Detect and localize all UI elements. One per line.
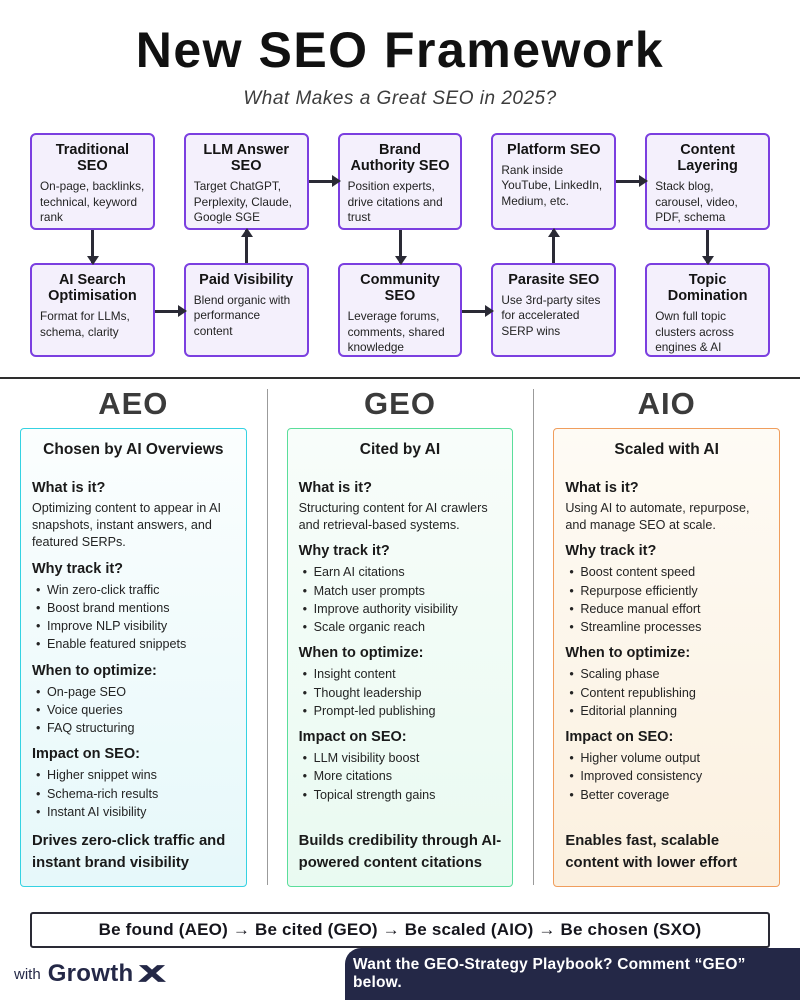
list-item: • Higher volume output — [565, 749, 768, 767]
why-track-list — [299, 563, 502, 636]
framework-comparison-section — [0, 379, 800, 888]
what-is-it-text: Structuring content for AI crawlers and retrieval-based systems. — [298, 500, 488, 532]
seo-flowchart — [30, 133, 770, 357]
list-item: • FAQ structuring — [32, 719, 235, 737]
flow-box-community-seo — [338, 263, 463, 357]
flow-box-platform-seo — [491, 133, 616, 230]
cta-text: Want the GEO-Strategy Playbook? Comment “GEO” below. — [353, 956, 746, 991]
arrow-up-icon — [552, 230, 555, 263]
flow-box-paid-visibility — [184, 263, 309, 357]
flow-box-title: Traditional SEO — [55, 141, 130, 174]
list-item: • Improve NLP visibility — [32, 617, 235, 635]
when-optimize-heading: When to optimize: — [565, 645, 691, 662]
brand-name: Growth — [47, 960, 134, 987]
what-is-it-heading: What is it? — [32, 479, 106, 496]
impact-list — [299, 749, 502, 804]
flow-box-desc: Position experts, drive citations and trust — [347, 178, 443, 225]
list-item: • Earn AI citations — [299, 563, 502, 581]
list-item: • Prompt-led publishing — [299, 702, 502, 720]
with-label: with — [14, 965, 41, 983]
list-item: • Repurpose efficiently — [565, 582, 768, 600]
arrow-right-icon — [462, 310, 491, 313]
list-item: • On-page SEO — [32, 683, 235, 701]
column-header-aio: AIO — [637, 385, 696, 421]
flow-box-desc: Rank inside YouTube, LinkedIn, Medium, etc. — [501, 162, 603, 208]
flow-box-title: Platform SEO — [507, 141, 601, 158]
list-item: • Scale organic reach — [299, 618, 502, 636]
flow-box-parasite-seo — [491, 263, 616, 357]
when-optimize-list — [565, 665, 768, 720]
flow-box-desc: Target ChatGPT, Perplexity, Claude, Google SGE — [193, 178, 292, 225]
list-item: • Enable featured snippets — [32, 635, 235, 653]
flow-box-desc: On-page, backlinks, technical, keyword rank — [40, 178, 145, 225]
card-title: Scaled with AI — [614, 440, 719, 458]
why-track-heading: Why track it? — [298, 543, 390, 560]
cta-bar — [345, 948, 800, 1000]
flow-box-desc: Use 3rd-party sites for accelerated SERP wins — [501, 292, 601, 338]
list-item: • Topical strength gains — [299, 786, 502, 804]
card-summary: Enables fast, scalable content with lower effort — [565, 833, 738, 871]
list-item: • Improve authority visibility — [299, 600, 502, 618]
flow-box-desc: Own full topic clusters across engines & AI — [655, 308, 734, 355]
list-item: • Win zero-click traffic — [32, 581, 235, 599]
when-optimize-heading: When to optimize: — [298, 645, 424, 662]
arrow-right-icon — [155, 310, 184, 313]
column-divider — [267, 389, 268, 886]
arrow-right-icon — [616, 180, 645, 183]
when-optimize-list — [32, 683, 235, 738]
arrow-down-icon — [706, 230, 709, 263]
arrow-down-icon — [91, 230, 94, 263]
growthx-x-icon — [138, 964, 166, 988]
list-item: • Voice queries — [32, 701, 235, 719]
what-is-it-heading: What is it? — [565, 479, 639, 496]
flow-box-desc: Format for LLMs, schema, clarity — [40, 308, 130, 339]
geo-card — [287, 428, 514, 888]
flow-box-title: Paid Visibility — [199, 271, 294, 288]
list-item: • Boost brand mentions — [32, 599, 235, 617]
flow-box-title: Brand Authority SEO — [350, 141, 450, 174]
list-item: • Editorial planning — [565, 702, 768, 720]
flow-box-content-layering — [645, 133, 770, 230]
page-footer — [0, 948, 800, 1000]
list-item: • Thought leadership — [299, 684, 502, 702]
aeo-card — [20, 428, 247, 888]
arrow-up-icon — [245, 230, 248, 263]
when-optimize-list — [299, 665, 502, 720]
why-track-heading: Why track it? — [32, 560, 124, 577]
card-summary: Builds credibility through AI-powered content citations — [298, 833, 502, 871]
flow-box-ai-search-optimisation — [30, 263, 155, 357]
brand-logo — [0, 948, 345, 1000]
list-item: • Streamline processes — [565, 618, 768, 636]
impact-list — [565, 749, 768, 804]
flow-box-traditional-seo — [30, 133, 155, 230]
list-item: • More citations — [299, 767, 502, 785]
flow-box-desc: Blend organic with performance content — [193, 292, 291, 338]
list-item: • LLM visibility boost — [299, 749, 502, 767]
column-header-aeo: AEO — [98, 385, 169, 421]
impact-heading: Impact on SEO: — [298, 729, 407, 745]
flow-box-desc: Leverage forums, comments, shared knowledge — [347, 308, 445, 355]
list-item: • Content republishing — [565, 684, 768, 702]
impact-heading: Impact on SEO: — [32, 746, 140, 763]
flow-box-desc: Stack blog, carousel, video, PDF, schema — [655, 178, 738, 225]
flow-box-llm-answer-seo — [184, 133, 309, 230]
framework-cards — [0, 426, 800, 888]
what-is-it-heading: What is it? — [298, 479, 372, 496]
flow-box-title: LLM Answer SEO — [203, 141, 290, 174]
flow-box-title: Community SEO — [360, 271, 440, 304]
flow-box-title: Content Layering — [677, 141, 738, 174]
list-item: • Match user prompts — [299, 582, 502, 600]
flow-box-title: Parasite SEO — [508, 271, 600, 288]
card-summary: Drives zero-click traffic and instant brand visibility — [32, 833, 226, 871]
flow-box-title: AI Search Optimisation — [48, 271, 137, 304]
list-item: • Schema-rich results — [32, 785, 235, 803]
pipeline-summary-bar: Be found (AEO) → Be cited (GEO) → Be scaled (AIO) → Be chosen (SXO) — [30, 912, 770, 948]
page-title: New SEO Framework — [135, 22, 665, 78]
why-track-list — [32, 581, 235, 654]
list-item: • Reduce manual effort — [565, 600, 768, 618]
list-item: • Boost content speed — [565, 563, 768, 581]
list-item: • Improved consistency — [565, 767, 768, 785]
impact-heading: Impact on SEO: — [565, 729, 674, 745]
flow-box-topic-domination — [645, 263, 770, 357]
card-title: Cited by AI — [359, 440, 441, 458]
column-headers — [0, 379, 800, 426]
impact-list — [32, 766, 235, 821]
when-optimize-heading: When to optimize: — [32, 662, 157, 679]
list-item: • Higher snippet wins — [32, 766, 235, 784]
list-item: • Better coverage — [565, 786, 768, 804]
why-track-list — [565, 563, 768, 636]
flow-box-title: Topic Domination — [667, 271, 748, 304]
list-item: • Scaling phase — [565, 665, 768, 683]
arrow-down-icon — [399, 230, 402, 263]
column-divider — [533, 389, 534, 886]
arrow-right-icon — [309, 180, 338, 183]
card-title: Chosen by AI Overviews — [43, 440, 224, 458]
page-subtitle: What Makes a Great SEO in 2025? — [243, 87, 557, 109]
list-item: • Insight content — [299, 665, 502, 683]
aio-card — [553, 428, 780, 888]
list-item: • Instant AI visibility — [32, 803, 235, 821]
why-track-heading: Why track it? — [565, 543, 657, 560]
flow-box-brand-authority-seo — [338, 133, 463, 230]
what-is-it-text: Using AI to automate, repurpose, and manage SEO at scale. — [565, 500, 750, 532]
column-header-geo: GEO — [364, 385, 436, 421]
what-is-it-text: Optimizing content to appear in AI snapshots, instant answers, and featured SERPs. — [32, 500, 222, 550]
